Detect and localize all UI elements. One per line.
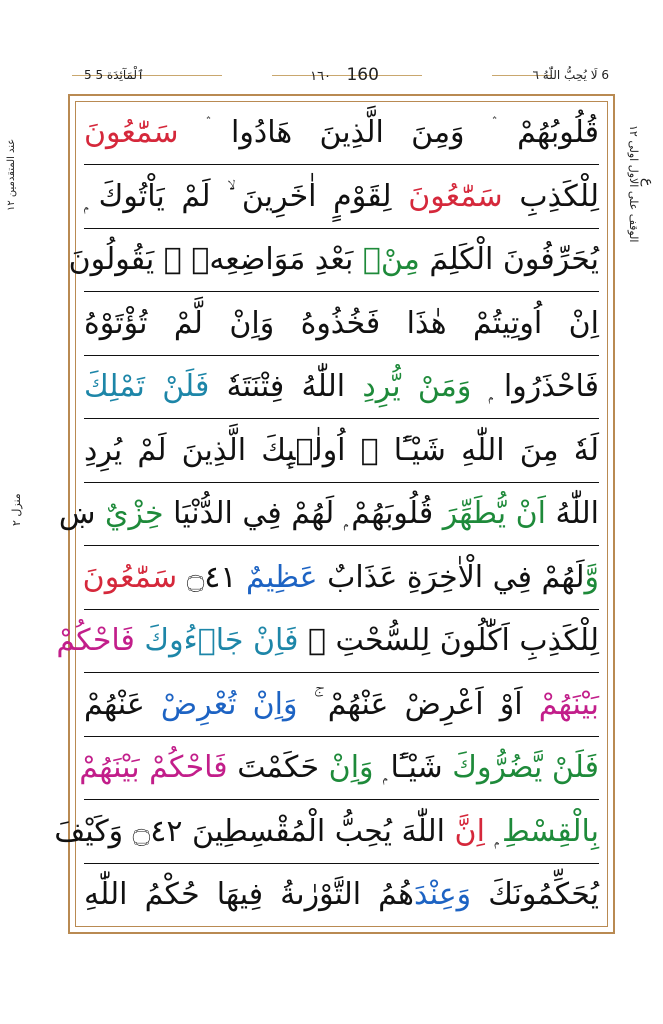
verse-line <box>54 801 599 864</box>
verse-segment: وَاِنْ <box>328 750 374 785</box>
verse-segment: فَاحْكُمْ بَيْنَهُمْ <box>79 750 228 785</box>
verse-segment: اللّٰهَ يُحِبُّ الْمُقْسِطِينَ ۝٤٢ وَكَيْفَ <box>54 813 455 849</box>
verse-segment: اللّٰهُ <box>545 496 599 531</box>
verse-segment: فَاحْكُمْ <box>56 623 145 658</box>
page-number-arabic: ١٦٠ <box>310 69 332 84</box>
verse-segment: حَكَمْتَ <box>227 750 329 785</box>
verse-line <box>58 483 599 546</box>
page-number-latin: 160 <box>346 65 379 85</box>
verse-segment: يُحَرِّفُونَ الْكَلِمَ <box>419 242 599 277</box>
verse-segment: شَيْـًٔا ۭ <box>373 750 453 785</box>
verse-line <box>84 166 599 229</box>
verse-segment: يُحَكِّمُونَكَ <box>471 877 600 912</box>
verse-line <box>84 674 599 737</box>
verse-segment: قُلُوبَهُمْ ۭ لَهُمْ فِي الدُّنْيَا <box>163 496 443 531</box>
verse-segment: هُمُ التَّوْرٰىةُ فِيهَا حُكْمُ اللّٰهِ <box>84 877 414 912</box>
text-frame-inner <box>54 101 608 927</box>
verse-line <box>84 420 599 483</box>
verse-segment: لِقَوْمٍ اٰخَرِينَ ۙ لَمْ يَاْتُوكَ ۭ <box>84 178 409 214</box>
verse-segment: ښ <box>58 496 105 531</box>
verse-segment: اِنَّ <box>454 813 485 849</box>
verse-segment: وَمَنْ يُّرِدِ <box>362 369 472 404</box>
verse-segment: بَيْنَهُمْ <box>538 686 599 722</box>
verse-segment: ۝٤١ <box>177 559 247 595</box>
verse-segment: وَّ <box>584 559 599 595</box>
verse-segment: لَهُمْ فِي الْاٰخِرَةِ عَذَابٌ <box>317 559 585 595</box>
verse-segment: فَلَنْ تَمْلِكَ <box>84 369 210 404</box>
verse-line <box>84 356 599 419</box>
verse-segment: فَاِنْ جَاۗءُوكَ <box>144 623 299 658</box>
verse-segment: سَمّٰعُونَ <box>82 559 178 595</box>
verse-segment: وَعِنْدَ <box>413 877 472 912</box>
verse-segment: سَمّٰعُونَ <box>84 115 179 150</box>
verse-segment: فَلَنْ يَّضُرُّوكَ <box>452 750 599 785</box>
verse-segment: خِزْيٌ <box>104 496 164 531</box>
verse-line <box>84 864 599 926</box>
verse-line <box>84 547 599 610</box>
verse-segment: اللّٰهُ فِتْنَتَهٗ <box>209 369 363 404</box>
verse-segment: قُلُوبُهُمْ ۛ وَمِنَ الَّذِينَ هَادُوا ۛ <box>178 115 599 150</box>
verse-segment: اَوْ اَعْرِضْ عَنْهُمْ ۚ <box>297 686 539 722</box>
verse-segment: عَنْهُمْ <box>84 686 161 722</box>
verse-segment: سَمّٰعُونَ <box>408 178 503 214</box>
manzil-mark: منزل ٢ <box>10 493 23 527</box>
surah-name: 5 ٱلْمَآئِدَة 5 <box>84 68 145 82</box>
verse-line <box>56 610 599 673</box>
verse-segment: ۭ <box>484 813 502 849</box>
verse-segment: لَهٗ مِنَ اللّٰهِ شَيْـًٔا ۭ اُولٰۗىِٕكَ الَّذِينَ لَمْ يُرِدِ <box>84 432 599 468</box>
verse-segment: اِنْ اُوتِيتُمْ هٰذَا فَخُذُوهُ وَاِنْ لَّمْ تُؤْتَوْهُ <box>84 305 599 341</box>
verse-line <box>79 737 599 800</box>
waqf-note: الوقف على الاول اولى ١٢ <box>627 125 640 243</box>
verse-segment: وَاِنْ تُعْرِضْ <box>160 686 298 722</box>
verse-line <box>84 293 599 356</box>
verse-segment: اَنْ يُّطَهِّرَ <box>442 496 546 531</box>
verse-segment: لِلْكَذِبِ اَكّٰلُونَ لِلسُّحْتِ ۭ <box>298 623 599 658</box>
juz-name: 6 لَا يُحِبُّ اللّٰهُ ٦ <box>532 68 609 82</box>
text-frame <box>54 94 615 934</box>
ruku-mark: ع <box>640 177 656 187</box>
page-header <box>72 64 617 86</box>
right-margin-note <box>622 94 656 274</box>
verse-line <box>68 229 599 292</box>
verse-line <box>84 102 599 165</box>
left-margin-note: عند المتقدمين ١٢ <box>6 138 17 212</box>
verse-segment: بِالْقِسْطِ <box>501 813 599 849</box>
verse-segment: مِنْۢ <box>362 242 420 277</box>
verse-segment: عَظِيمٌ <box>246 559 318 595</box>
verse-segment: بَعْدِ مَوَاضِعِهٖ ۚ يَقُولُونَ <box>68 242 363 277</box>
verse-segment: لِلْكَذِبِ <box>502 178 599 214</box>
verse-segment: فَاحْذَرُوا ۭ <box>471 369 599 404</box>
